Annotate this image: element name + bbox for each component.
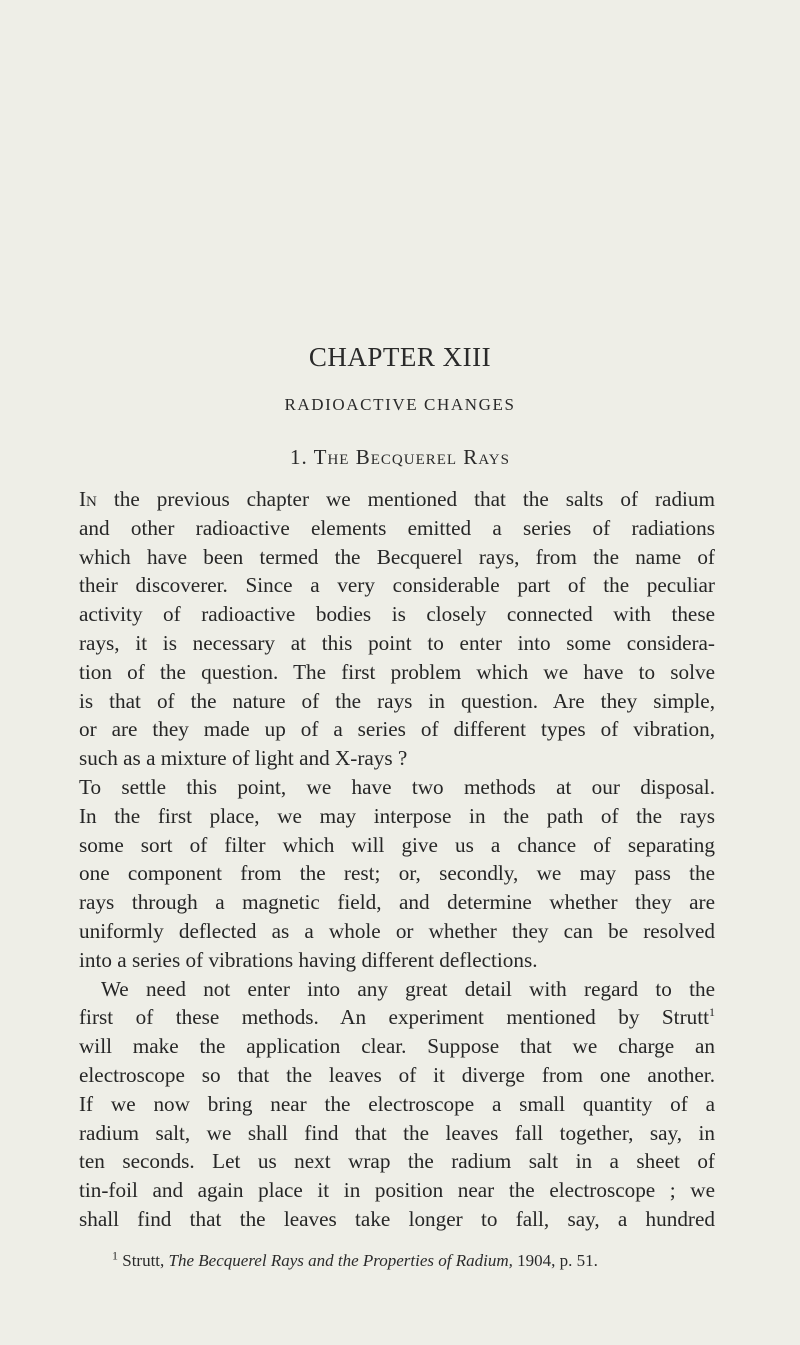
- opening-word: In: [79, 487, 97, 511]
- text-line: In the first place, we may interpose in the path of the rays: [79, 803, 715, 828]
- footnote-author: Strutt,: [122, 1251, 165, 1270]
- chapter-subtitle: RADIOACTIVE CHANGES: [284, 395, 516, 414]
- footnote-number: 1: [112, 1248, 118, 1263]
- text-line: one component from the rest; or, secondly, we may pass the: [79, 861, 715, 886]
- text-line: radium salt, we shall find that the leaves fall together, say, in: [79, 1120, 715, 1145]
- text-line: electroscope so that the leaves of it diverge from one another.: [79, 1062, 715, 1087]
- text-line: tin-foil and again place it in position near the electroscope ; we: [79, 1178, 715, 1203]
- text-line: into a series of vibrations having different deflections.: [79, 947, 538, 972]
- text-line: activity of radioactive bodies is closely connected with these: [79, 602, 715, 627]
- text-line: We need not enter into any great detail with regard to the: [101, 976, 715, 1001]
- text-line: If we now bring near the electroscope a small quantity of a: [79, 1091, 715, 1116]
- footnote-title: The Becquerel Rays and the Properties of Radium,: [168, 1251, 513, 1270]
- text-line: tion of the question. The first problem which we have to solve: [79, 659, 715, 684]
- text-line: rays through a magnetic field, and determine whether they are: [79, 890, 715, 915]
- text-line: rays, it is necessary at this point to enter into some considera-: [79, 630, 715, 655]
- text-line: ten seconds. Let us next wrap the radium salt in a sheet of: [79, 1149, 715, 1174]
- text-line: and other radioactive elements emitted a series of radiations: [79, 515, 715, 540]
- chapter-title: CHAPTER XIII: [308, 342, 492, 372]
- text-line: In the previous chapter we mentioned that the salts of radium: [79, 487, 715, 511]
- text-line: uniformly deflected as a whole or whether they can be resolved: [79, 918, 715, 943]
- text-line: which have been termed the Becquerel rays, from the name of: [79, 544, 715, 569]
- text-line: is that of the nature of the rays in question. Are they simple,: [79, 688, 715, 713]
- body-text: [79, 485, 715, 1234]
- section-heading: 1. The Becquerel Rays: [290, 445, 510, 469]
- text-line: or are they made up of a series of different types of vibration,: [79, 717, 715, 742]
- footnote-marker: 1: [709, 1005, 715, 1020]
- text-line: such as a mixture of light and X-rays ?: [79, 746, 408, 771]
- text-line-with-note: [79, 1003, 715, 1032]
- text-line: will make the application clear. Suppose that we charge an: [79, 1034, 715, 1059]
- text-line: their discoverer. Since a very considerable part of the peculiar: [79, 573, 715, 598]
- text-fragment: first of these methods. An experiment mentioned by Strutt: [79, 1005, 709, 1030]
- text-line: To settle this point, we have two methods at our disposal.: [79, 774, 715, 799]
- text-line: some sort of filter which will give us a chance of separating: [79, 832, 715, 857]
- text-line: shall find that the leaves take longer to fall, say, a hundred: [79, 1206, 715, 1231]
- footnote: [112, 1248, 732, 1271]
- footnote-citation: 1904, p. 51.: [517, 1251, 598, 1270]
